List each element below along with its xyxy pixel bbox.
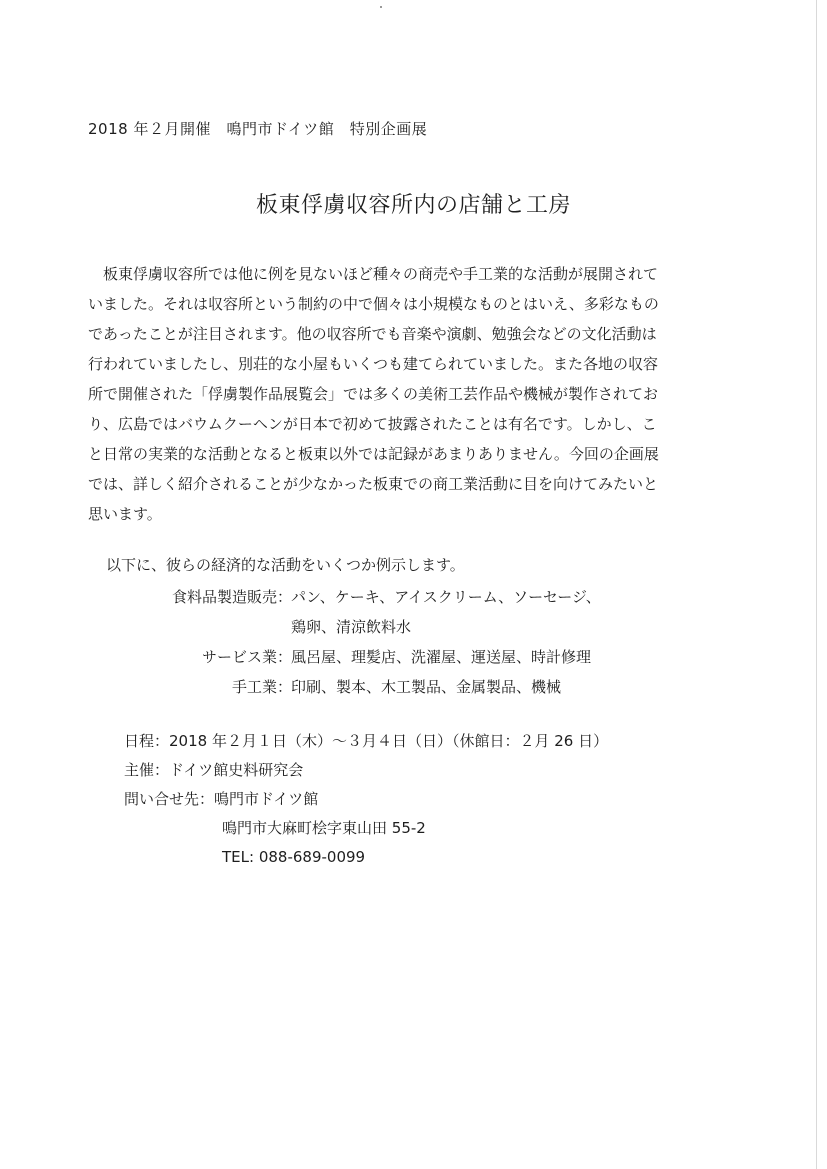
intro-line: いました。それは収容所という制約の中で個々は小規模なものとはいえ、多彩なもの (88, 295, 659, 313)
activity-items: 風呂屋、理髪店、洗濯屋、運送屋、時計修理 (291, 648, 592, 666)
intro-line: では、詳しく紹介されることが少なかった板東での商工業活動に目を向けてみたいと (88, 475, 659, 493)
activity-label: サービス業 (201, 648, 277, 666)
activity-items: 鶏卵、清涼飲料水 (291, 618, 412, 636)
intro-paragraph (88, 259, 740, 529)
activity-label: 手工業 (231, 678, 277, 696)
activity-colon: ： (277, 678, 293, 696)
activity-row-service (0, 642, 827, 672)
event-address: 鳴門市大麻町桧字東山田 55-2 (222, 819, 426, 837)
activity-row-food-cont (0, 612, 827, 642)
activity-row-food (0, 582, 827, 612)
intro-line: 行われていましたし、別荘的な小屋もいくつも建てられていました。また各地の収容 (88, 355, 659, 373)
exhibition-subtitle: 2018 年２月開催 鳴門市ドイツ館 特別企画展 (88, 120, 428, 138)
activity-items: 印刷、製本、木工製品、金属製品、機械 (291, 678, 562, 696)
event-organizer: 主催：ドイツ館史料研究会 (124, 761, 304, 779)
event-tel: TEL: 088-689-0099 (222, 848, 366, 866)
activity-row-handicraft (0, 672, 827, 702)
activity-colon: ： (277, 588, 293, 606)
intro-line: であったことが注目されます。他の収容所でも音楽や演劇、勉強会などの文化活動は (88, 325, 657, 343)
activity-label: 食料品製造販売 (171, 588, 277, 606)
event-contact: 問い合せ先：鳴門市ドイツ館 (124, 790, 319, 808)
intro-line: 板東俘虜収容所では他に例を見ないほど種々の商売や手工業的な活動が展開されて (88, 265, 659, 283)
intro-line: 所で開催された「俘虜製作品展覧会」では多くの美術工芸作品や機械が製作されてお (88, 385, 659, 403)
event-details (124, 727, 608, 872)
activity-items: パン、ケーキ、アイスクリーム、ソーセージ、 (291, 588, 601, 606)
document-title: 板東俘虜収容所内の店舗と工房 (255, 193, 571, 218)
activity-colon: ： (277, 648, 293, 666)
activities-lead: 以下に、彼らの経済的な活動をいくつか例示します。 (106, 556, 465, 574)
event-schedule: 日程：2018 年２月１日（木）～３月４日（日）（休館日：２月 26 日） (124, 732, 609, 750)
intro-line: と日常の実業的な活動となると板東以外では記録があまりありません。今回の企画展 (88, 445, 659, 463)
intro-line: 思います。 (88, 505, 162, 523)
scan-speck (380, 6, 382, 8)
intro-line: り、広島ではバウムクーヘンが日本で初めて披露されたことは有名です。しかし、こ (88, 415, 657, 433)
activities-list (0, 582, 827, 702)
